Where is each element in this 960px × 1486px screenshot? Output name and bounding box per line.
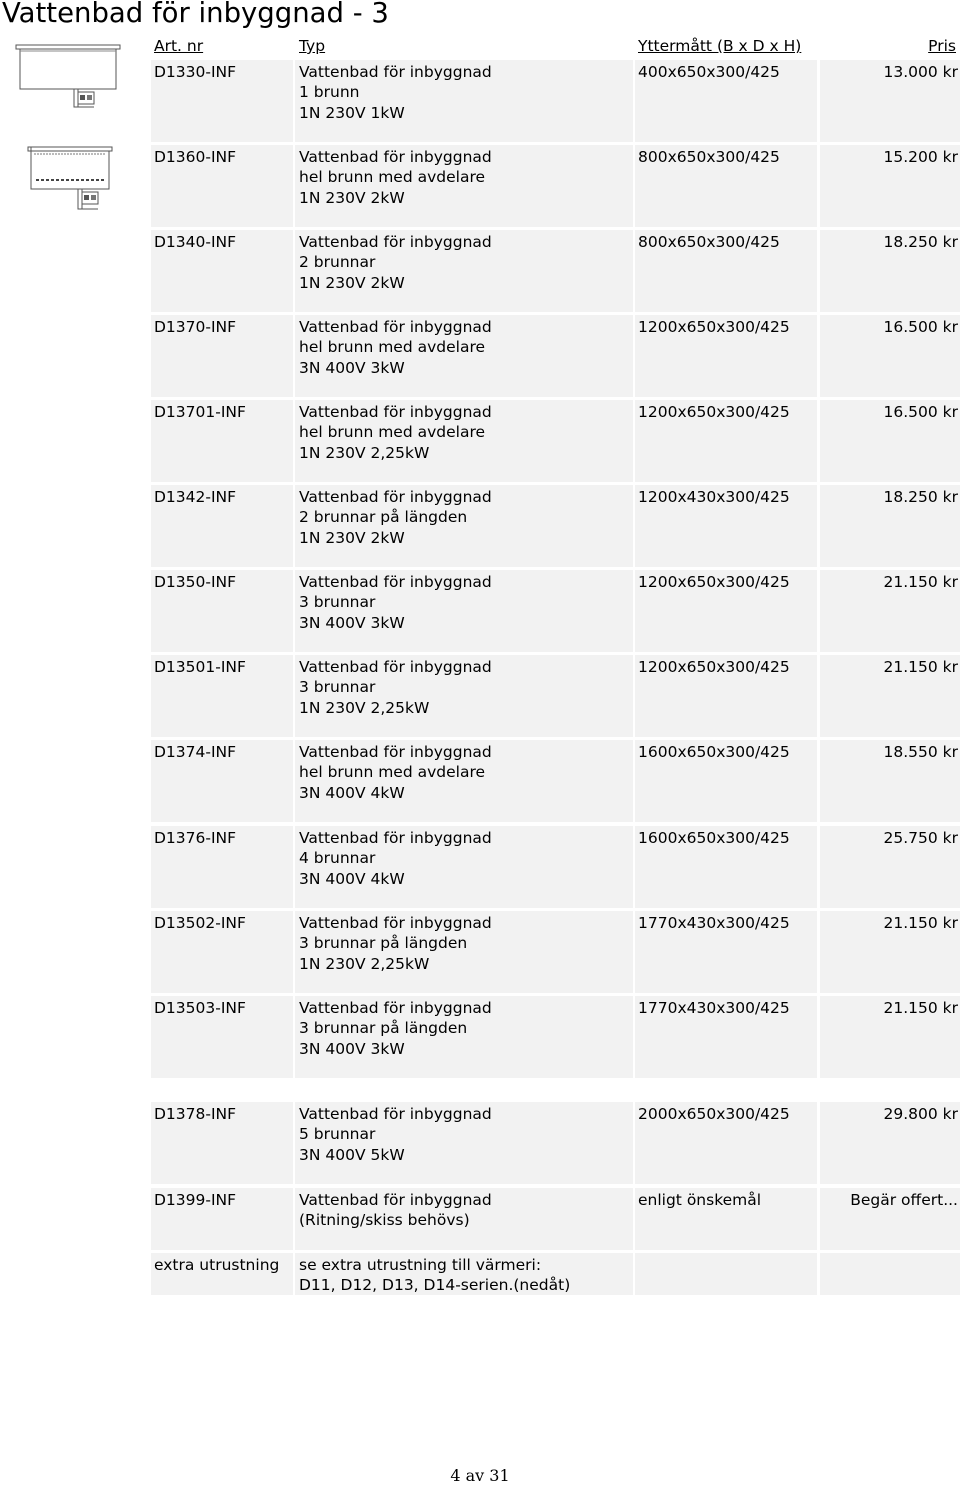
product-description (299, 317, 492, 378)
product-description (299, 1255, 570, 1296)
table-row (0, 655, 960, 737)
price: 16.500 kr (883, 318, 958, 336)
description-line: Vattenbad för inbyggnad (299, 829, 492, 847)
table-row (0, 1253, 960, 1295)
price: 21.150 kr (883, 999, 958, 1017)
price: Begär offert... (850, 1191, 958, 1209)
price: 18.250 kr (883, 488, 958, 506)
price: 18.550 kr (883, 743, 958, 761)
description-line: Vattenbad för inbyggnad (299, 1191, 492, 1209)
description-line: D11, D12, D13, D14-serien.(nedåt) (299, 1276, 571, 1295)
product-description (299, 742, 492, 803)
description-line: Vattenbad för inbyggnad (299, 743, 492, 761)
table-row (0, 485, 960, 567)
outer-dimensions: 1200x650x300/425 (638, 573, 790, 591)
description-line: hel brunn med avdelare (299, 338, 486, 357)
product-description (299, 1104, 492, 1165)
product-description (299, 147, 492, 208)
description-line: 4 brunnar (299, 849, 376, 868)
article-number: D1350-INF (154, 573, 237, 591)
description-line: 3N 400V 4kW (299, 869, 405, 888)
description-line: Vattenbad för inbyggnad (299, 658, 492, 676)
description-line: Vattenbad för inbyggnad (299, 999, 492, 1017)
description-line: 1N 230V 1kW (299, 103, 405, 122)
description-line: 2 brunnar på längden (299, 508, 468, 527)
table-row (0, 1188, 960, 1250)
description-line: Vattenbad för inbyggnad (299, 148, 492, 166)
description-line: 1N 230V 2kW (299, 273, 405, 292)
page-title: Vattenbad för inbyggnad - 3 (2, 0, 389, 29)
article-number: D1330-INF (154, 63, 237, 81)
description-line: 3 brunnar på längden (299, 1019, 468, 1038)
table-row (0, 1102, 960, 1184)
article-number: D1399-INF (154, 1191, 237, 1209)
outer-dimensions: 800x650x300/425 (638, 148, 780, 166)
description-line: 3 brunnar (299, 593, 376, 612)
article-number: D13701-INF (154, 403, 246, 421)
description-line: 3N 400V 5kW (299, 1145, 405, 1164)
price: 21.150 kr (883, 914, 958, 932)
description-line: 3N 400V 3kW (299, 358, 405, 377)
cell-background (820, 1253, 960, 1295)
description-line: 2 brunnar (299, 253, 376, 272)
article-number: D1340-INF (154, 233, 237, 251)
product-description (299, 913, 492, 974)
outer-dimensions: 1600x650x300/425 (638, 743, 790, 761)
article-number: D1374-INF (154, 743, 237, 761)
description-line: Vattenbad för inbyggnad (299, 403, 492, 421)
header-typ: Typ (299, 37, 326, 55)
product-description (299, 572, 492, 633)
table-row (0, 315, 960, 397)
description-line: hel brunn med avdelare (299, 763, 486, 782)
price: 15.200 kr (883, 148, 958, 166)
article-number: D1342-INF (154, 488, 237, 506)
header-yttermatt: Yttermått (B x D x H) (638, 37, 802, 55)
description-line: 5 brunnar (299, 1125, 376, 1144)
description-line: Vattenbad för inbyggnad (299, 573, 492, 591)
product-description (299, 998, 492, 1059)
description-line: 3N 400V 4kW (299, 783, 405, 802)
description-line: 1 brunn (299, 83, 360, 102)
article-number: D1360-INF (154, 148, 237, 166)
article-number: D1370-INF (154, 318, 237, 336)
product-description (299, 402, 492, 463)
description-line: Vattenbad för inbyggnad (299, 914, 492, 932)
description-line: 1N 230V 2,25kW (299, 443, 430, 462)
description-line: Vattenbad för inbyggnad (299, 1105, 492, 1123)
description-line: se extra utrustning till värmeri: (299, 1256, 542, 1274)
outer-dimensions: 1600x650x300/425 (638, 829, 790, 847)
description-line: 1N 230V 2,25kW (299, 954, 430, 973)
outer-dimensions: 1200x650x300/425 (638, 658, 790, 676)
outer-dimensions: 800x650x300/425 (638, 233, 780, 251)
description-line: (Ritning/skiss behövs) (299, 1211, 470, 1230)
outer-dimensions: 1200x650x300/425 (638, 403, 790, 421)
price: 18.250 kr (883, 233, 958, 251)
outer-dimensions: 1770x430x300/425 (638, 914, 790, 932)
table-row (0, 996, 960, 1078)
table-row (0, 230, 960, 312)
table-row (0, 911, 960, 993)
outer-dimensions: 2000x650x300/425 (638, 1105, 790, 1123)
description-line: 1N 230V 2,25kW (299, 698, 430, 717)
table-row (0, 400, 960, 482)
price: 21.150 kr (883, 573, 958, 591)
page-number: 4 av 31 (450, 1466, 510, 1485)
price: 25.750 kr (883, 829, 958, 847)
outer-dimensions: 1770x430x300/425 (638, 999, 790, 1017)
product-description (299, 232, 492, 293)
description-line: Vattenbad för inbyggnad (299, 233, 492, 251)
product-description (299, 657, 492, 718)
price: 13.000 kr (883, 63, 958, 81)
table-row (0, 740, 960, 822)
article-number: D1376-INF (154, 829, 237, 847)
header-art-nr: Art. nr (154, 37, 204, 55)
description-line: Vattenbad för inbyggnad (299, 488, 492, 506)
price: 16.500 kr (883, 403, 958, 421)
outer-dimensions: 1200x650x300/425 (638, 318, 790, 336)
outer-dimensions: enligt önskemål (638, 1191, 762, 1209)
description-line: 3N 400V 3kW (299, 613, 405, 632)
price: 29.800 kr (883, 1105, 958, 1123)
header-pris: Pris (928, 37, 956, 55)
cell-background (635, 1253, 817, 1295)
product-description (299, 1190, 492, 1231)
description-line: 3 brunnar på längden (299, 934, 468, 953)
outer-dimensions: 1200x430x300/425 (638, 488, 790, 506)
product-description (299, 487, 492, 548)
description-line: hel brunn med avdelare (299, 168, 486, 187)
table-row (0, 826, 960, 908)
outer-dimensions: 400x650x300/425 (638, 63, 780, 81)
description-line: 1N 230V 2kW (299, 188, 405, 207)
article-number: extra utrustning (154, 1256, 280, 1274)
description-line: 3 brunnar (299, 678, 376, 697)
product-description (299, 828, 492, 889)
description-line: 1N 230V 2kW (299, 528, 405, 547)
table-row (0, 145, 960, 227)
price: 21.150 kr (883, 658, 958, 676)
table-row (0, 60, 960, 142)
article-number: D13501-INF (154, 658, 246, 676)
description-line: hel brunn med avdelare (299, 423, 486, 442)
table-row (0, 570, 960, 652)
article-number: D13503-INF (154, 999, 246, 1017)
description-line: Vattenbad för inbyggnad (299, 63, 492, 81)
product-description (299, 62, 492, 123)
article-number: D1378-INF (154, 1105, 237, 1123)
article-number: D13502-INF (154, 914, 246, 932)
description-line: Vattenbad för inbyggnad (299, 318, 492, 336)
description-line: 3N 400V 3kW (299, 1039, 405, 1058)
